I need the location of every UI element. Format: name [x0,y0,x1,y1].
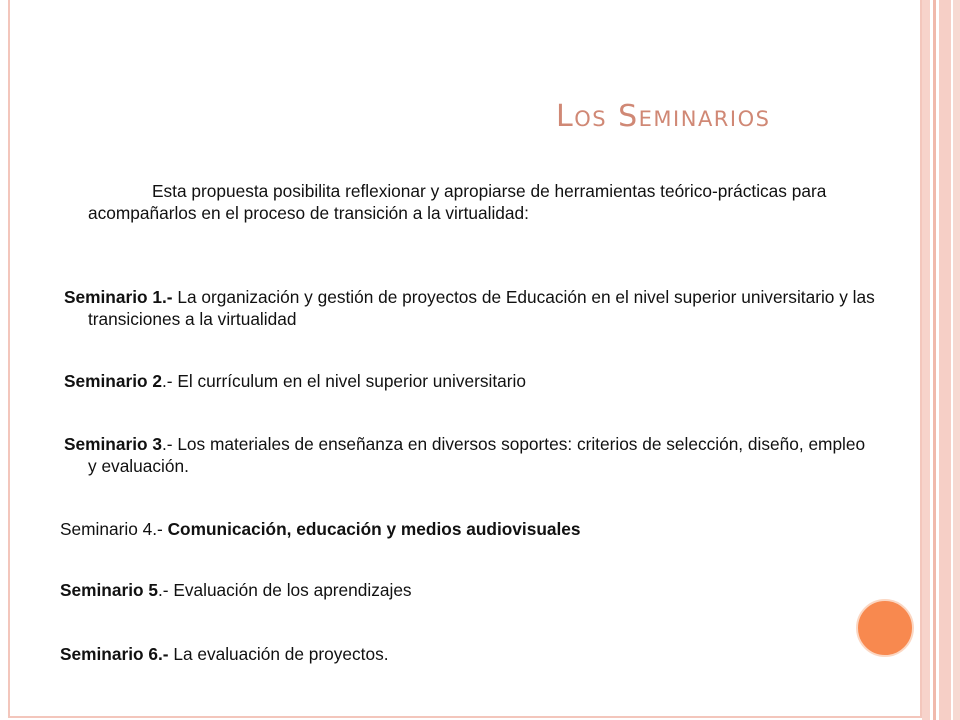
intro-paragraph: Esta propuesta posibilita reflexionar y apropiarse de herramientas teórico-prácticas para acompañarlos en el proceso de transición a la virtualidad: [88,181,827,223]
stripe-1 [922,0,930,720]
seminar-6 [60,643,860,665]
seminar-2-text: .- El currículum en el nivel superior universitario [161,371,526,391]
seminar-2-label: Seminario 2 [64,371,162,391]
seminar-1 [64,286,878,330]
seminar-1-text: La organización y gestión de proyectos de Educación en el nivel superior universitario y las transiciones a la virtualidad [88,287,875,329]
seminar-3-label: Seminario 3 [64,434,162,454]
seminar-1-label: Seminario 1.- [64,287,173,307]
decorative-stripes [922,0,960,720]
seminar-5 [60,579,860,601]
seminar-4-text: Comunicación, educación y medios audiovisuales [167,519,581,539]
seminar-5-text: .- Evaluación de los aprendizajes [157,580,412,600]
seminar-4-label: Seminario 4.- [60,519,168,539]
seminar-3-text: .- Los materiales de enseñanza en diversos soportes: criterios de selección, diseño, empleo y evaluación. [88,434,866,476]
slide-title: Los Seminarios [556,99,771,134]
decorative-orange-circle [856,599,914,657]
stripe-2 [933,0,936,720]
seminar-3 [64,433,878,477]
seminar-4 [60,518,860,540]
stripe-3 [939,0,951,720]
seminar-2 [64,370,878,392]
seminar-5-label: Seminario 5 [60,580,158,600]
stripe-4 [953,0,960,720]
seminar-6-label: Seminario 6.- [60,644,169,664]
seminar-6-text: La evaluación de proyectos. [168,644,389,664]
